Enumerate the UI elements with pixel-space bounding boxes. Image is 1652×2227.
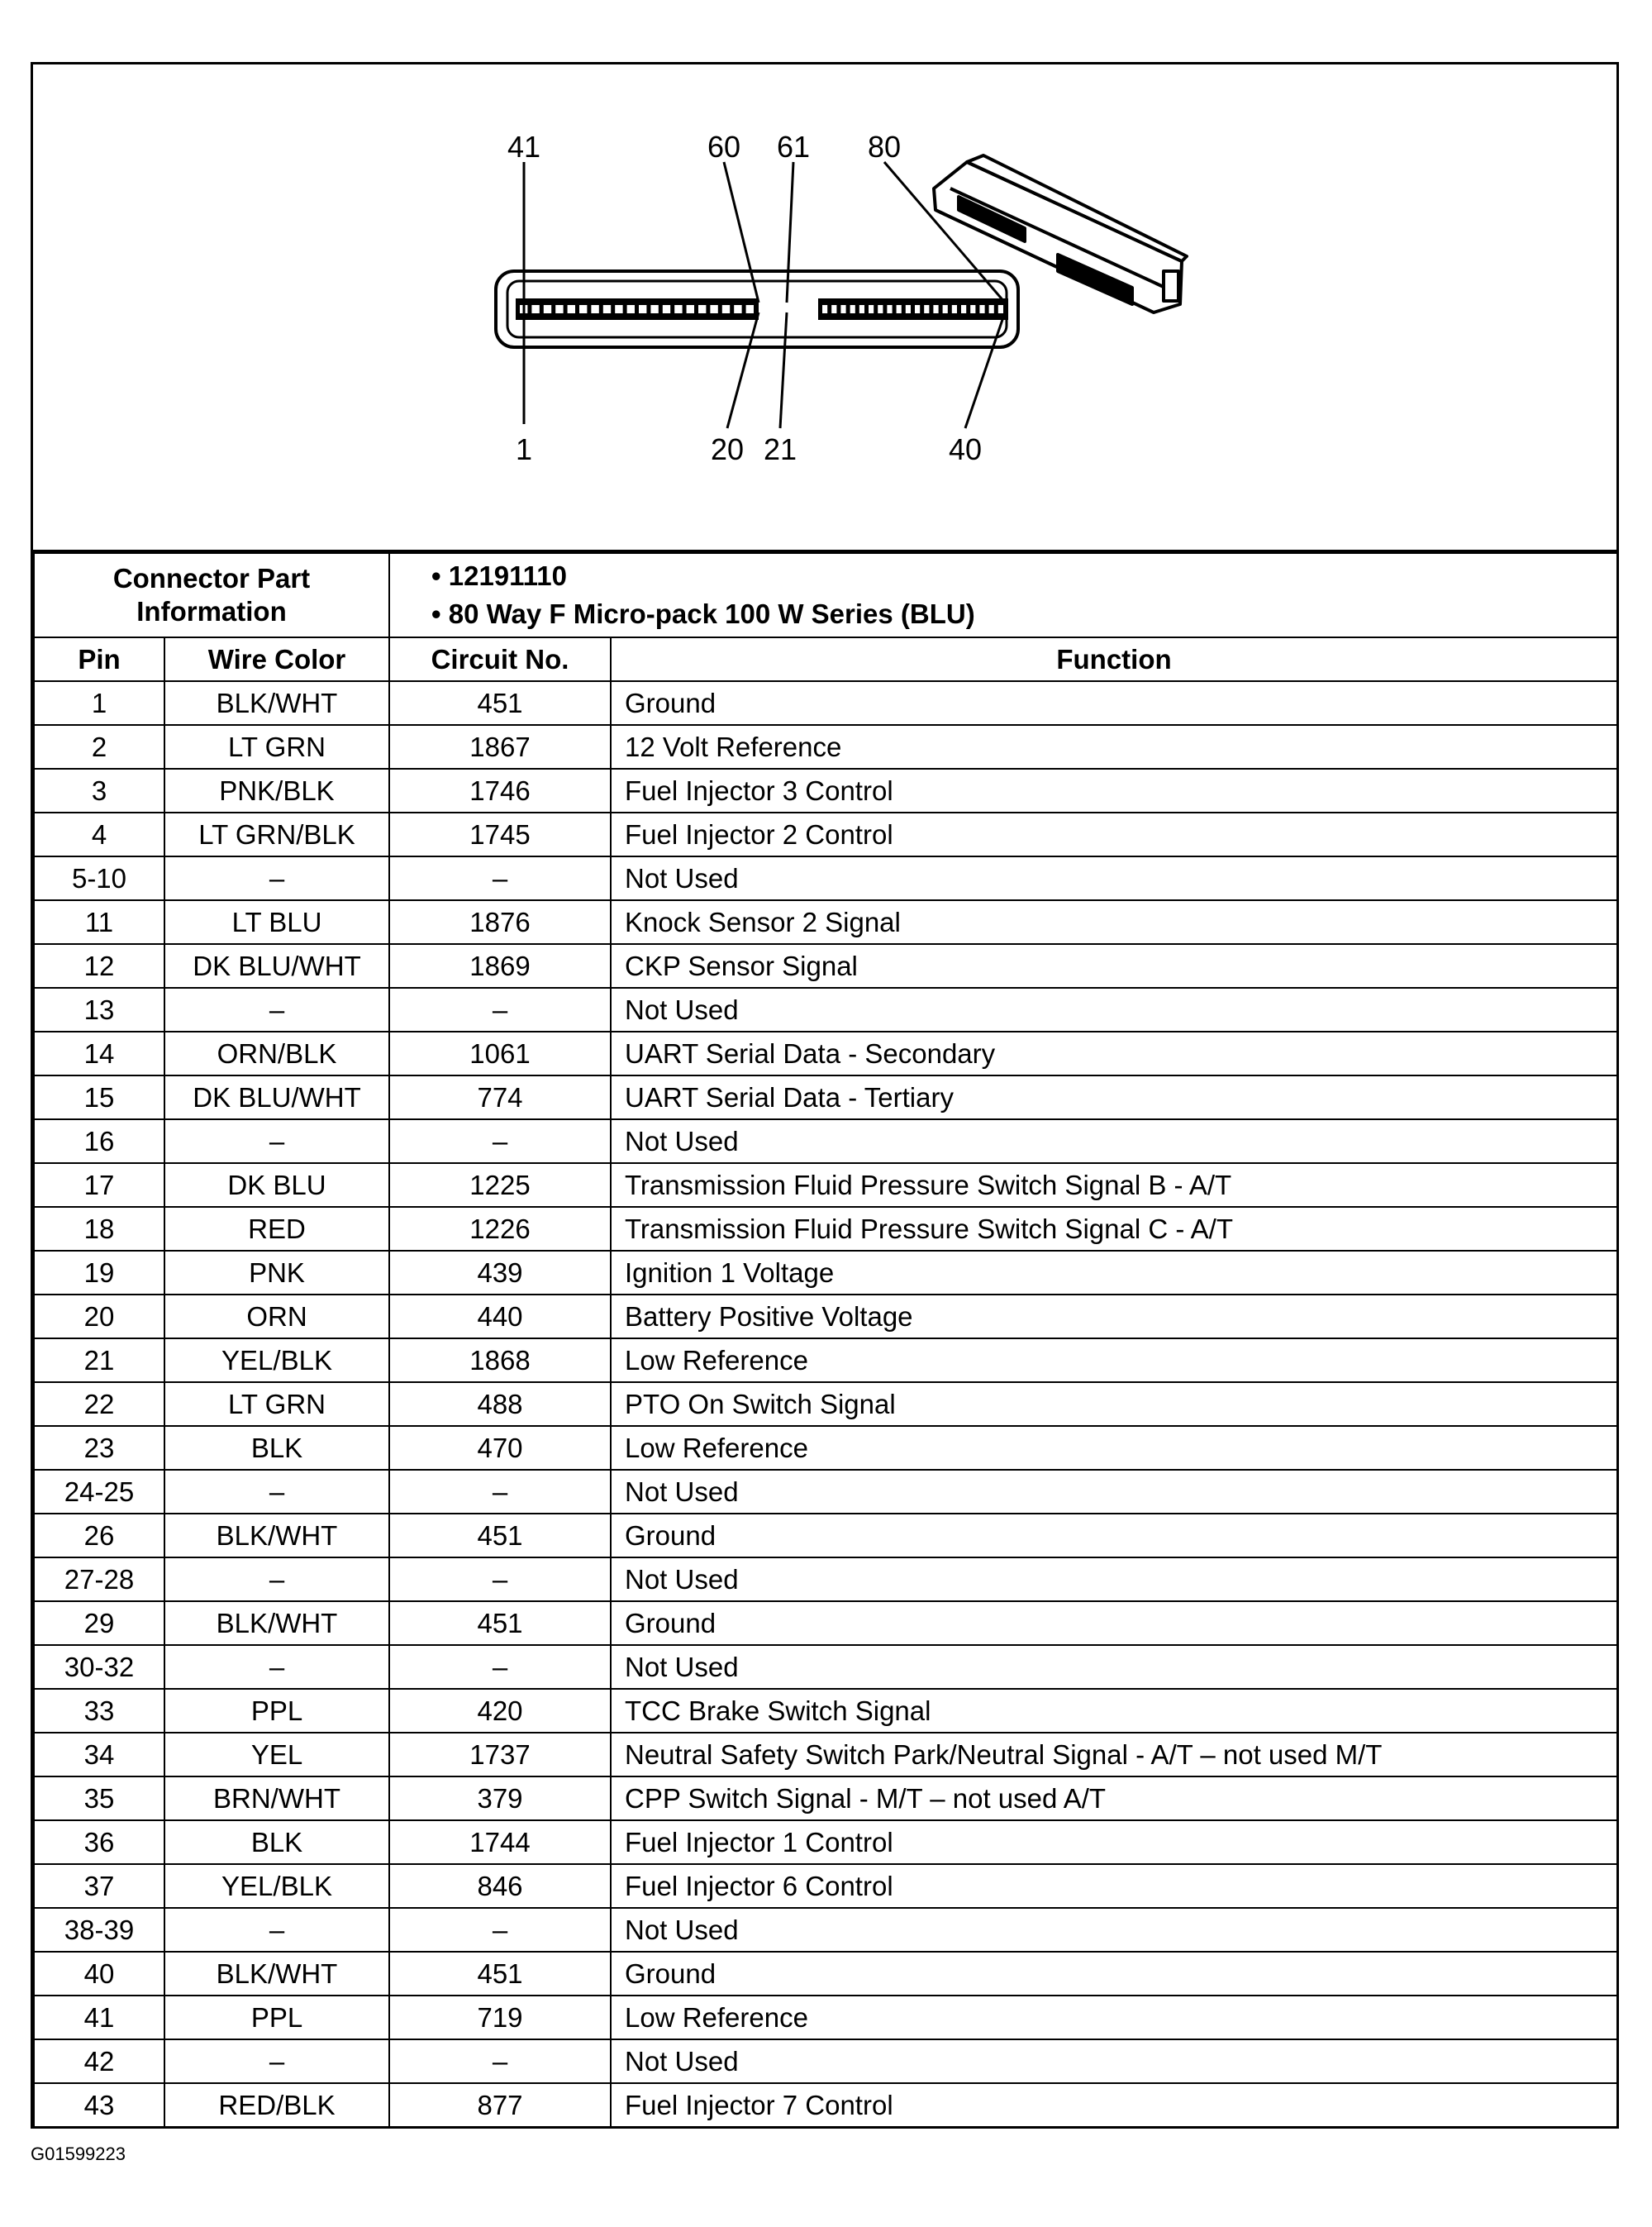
cell-wire-color: DK BLU [164,1163,389,1207]
cell-function: 12 Volt Reference [611,725,1617,769]
cell-pin: 12 [34,944,164,988]
cell-circuit: 451 [389,1952,611,1996]
cell-pin: 26 [34,1514,164,1557]
cell-wire-color: BLK [164,1426,389,1470]
cell-circuit: 719 [389,1996,611,2039]
cell-function: Ground [611,1952,1617,1996]
cell-wire-color: ORN/BLK [164,1032,389,1075]
label-60: 60 [707,130,741,164]
cell-wire-color: PNK/BLK [164,769,389,813]
cell-wire-color: BLK/WHT [164,1952,389,1996]
table-row [34,1514,1617,1557]
cell-circuit: – [389,856,611,900]
table-row [34,1733,1617,1776]
table-row [34,1820,1617,1864]
pin-cavity [733,304,742,314]
cell-wire-color: PPL [164,1996,389,2039]
figure-id: G01599223 [31,2144,126,2164]
pin-cavity [709,304,718,314]
header-circuit: Circuit No. [389,637,611,681]
pin-cavity [840,304,846,314]
pin-cavity [831,304,837,314]
cell-circuit: – [389,1645,611,1689]
cell-pin: 19 [34,1251,164,1295]
cell-pin: 27-28 [34,1557,164,1601]
pin-cavity [543,304,552,314]
table-body [34,681,1617,2127]
cell-pin: 33 [34,1689,164,1733]
cell-circuit: 488 [389,1382,611,1426]
cell-pin: 11 [34,900,164,944]
cell-wire-color: BLK [164,1820,389,1864]
cell-wire-color: – [164,2039,389,2083]
cell-wire-color: BRN/WHT [164,1776,389,1820]
pin-cavity [951,304,958,314]
cell-pin: 5-10 [34,856,164,900]
header-function: Function [611,637,1617,681]
pin-cavity [978,304,985,314]
cell-function: Ground [611,681,1617,725]
cell-circuit: – [389,1119,611,1163]
connector-diagram [33,64,1616,552]
cell-circuit: 440 [389,1295,611,1338]
cell-function: Ground [611,1514,1617,1557]
pin-cavity [721,304,731,314]
cell-function: UART Serial Data - Tertiary [611,1075,1617,1119]
label-21: 21 [763,432,797,466]
table-row [34,1776,1617,1820]
cell-function: TCC Brake Switch Signal [611,1689,1617,1733]
pin-cavity [988,304,995,314]
header-wire-color: Wire Color [164,637,389,681]
pin-cavity [626,304,636,314]
pin-cavity [896,304,902,314]
cell-circuit: 1225 [389,1163,611,1207]
cell-wire-color: ORN [164,1295,389,1338]
cell-pin: 42 [34,2039,164,2083]
cell-wire-color: – [164,1557,389,1601]
pin-cavity [877,304,883,314]
cell-pin: 15 [34,1075,164,1119]
part-number: • 12191110 [431,557,1616,595]
cell-pin: 35 [34,1776,164,1820]
pin-cavity [650,304,659,314]
connector-drawing [33,64,1616,552]
cell-pin: 3 [34,769,164,813]
cell-wire-color: RED/BLK [164,2083,389,2127]
cell-function: Transmission Fluid Pressure Switch Signal B - A/T [611,1163,1617,1207]
cell-circuit: – [389,988,611,1032]
cell-circuit: 451 [389,1514,611,1557]
pin-cavity [932,304,939,314]
cell-function: Fuel Injector 7 Control [611,2083,1617,2127]
pin-cavity [960,304,967,314]
cell-circuit: 451 [389,1601,611,1645]
cell-pin: 20 [34,1295,164,1338]
table-row [34,1426,1617,1470]
pinout-table [33,552,1618,2128]
cell-circuit: 1226 [389,1207,611,1251]
cell-function: Ignition 1 Voltage [611,1251,1617,1295]
cell-circuit: 774 [389,1075,611,1119]
pin-cavity [859,304,865,314]
label-20: 20 [710,432,745,466]
cell-pin: 43 [34,2083,164,2127]
cell-function: Fuel Injector 2 Control [611,813,1617,856]
cell-wire-color: RED [164,1207,389,1251]
table-row [34,1996,1617,2039]
cell-pin: 2 [34,725,164,769]
pin-cavity [821,304,828,314]
cell-circuit: 1745 [389,813,611,856]
cell-circuit: 1876 [389,900,611,944]
label-61: 61 [776,130,811,164]
pin-cavity [697,304,707,314]
pin-cavity [850,304,856,314]
cell-pin: 21 [34,1338,164,1382]
pin-cavity [969,304,976,314]
cell-wire-color: – [164,856,389,900]
cell-function: Not Used [611,988,1617,1032]
cell-function: Not Used [611,1645,1617,1689]
connector-info-label-line1: Connector Part [112,563,311,594]
cell-circuit: 420 [389,1689,611,1733]
pin-cavity [590,304,599,314]
cell-wire-color: DK BLU/WHT [164,944,389,988]
cell-circuit: – [389,2039,611,2083]
cell-circuit: 1061 [389,1032,611,1075]
cell-circuit: 846 [389,1864,611,1908]
cell-wire-color: – [164,1908,389,1952]
pin-cavity [997,304,1004,314]
connector-description: • 80 Way F Micro-pack 100 W Series (BLU) [431,595,1616,633]
cell-pin: 22 [34,1382,164,1426]
table-row [34,1908,1617,1952]
cell-function: Not Used [611,2039,1617,2083]
pin-cavity [886,304,893,314]
cell-pin: 37 [34,1864,164,1908]
cell-pin: 34 [34,1733,164,1776]
cell-pin: 13 [34,988,164,1032]
cell-function: Fuel Injector 6 Control [611,1864,1617,1908]
cell-circuit: 439 [389,1251,611,1295]
pin-cavity [531,304,540,314]
connector-info-label [34,553,389,637]
cell-wire-color: LT GRN/BLK [164,813,389,856]
cell-wire-color: DK BLU/WHT [164,1075,389,1119]
cell-wire-color: YEL/BLK [164,1864,389,1908]
label-40: 40 [948,432,983,466]
cell-wire-color: YEL/BLK [164,1338,389,1382]
pin-cavity [662,304,671,314]
cell-pin: 1 [34,681,164,725]
cell-function: Fuel Injector 1 Control [611,1820,1617,1864]
label-80: 80 [867,130,902,164]
cell-function: CPP Switch Signal - M/T – not used A/T [611,1776,1617,1820]
cell-function: Not Used [611,1470,1617,1514]
pin-cavity [745,304,755,314]
header-pin: Pin [34,637,164,681]
table-row [34,725,1617,769]
cell-pin: 38-39 [34,1908,164,1952]
cell-circuit: 1867 [389,725,611,769]
cell-wire-color: – [164,1470,389,1514]
table-row [34,1645,1617,1689]
cell-function: Low Reference [611,1338,1617,1382]
connector-info-values [389,553,1617,637]
table-row [34,1032,1617,1075]
cell-wire-color: BLK/WHT [164,1601,389,1645]
cell-function: Low Reference [611,1996,1617,2039]
cell-function: Knock Sensor 2 Signal [611,900,1617,944]
pin-cavity [686,304,695,314]
table-row [34,1075,1617,1119]
table-row [34,1601,1617,1645]
table-row [34,1119,1617,1163]
cell-circuit: 877 [389,2083,611,2127]
cell-function: Ground [611,1601,1617,1645]
cell-circuit: 470 [389,1426,611,1470]
cell-function: Low Reference [611,1426,1617,1470]
cell-wire-color: PNK [164,1251,389,1295]
table-row [34,1251,1617,1295]
table-row [34,1952,1617,1996]
pin-cavity [923,304,930,314]
table-row [34,1382,1617,1426]
cell-circuit: – [389,1470,611,1514]
cell-wire-color: BLK/WHT [164,681,389,725]
document-frame [31,62,1619,2129]
cell-pin: 36 [34,1820,164,1864]
table-row [34,1338,1617,1382]
table-row [34,1295,1617,1338]
pin-cavity [868,304,874,314]
cell-wire-color: PPL [164,1689,389,1733]
cell-wire-color: – [164,988,389,1032]
pin-cavity [942,304,949,314]
table-row [34,944,1617,988]
cell-wire-color: – [164,1645,389,1689]
cell-function: Not Used [611,1119,1617,1163]
cell-wire-color: BLK/WHT [164,1514,389,1557]
cell-pin: 4 [34,813,164,856]
cell-pin: 18 [34,1207,164,1251]
cell-function: Fuel Injector 3 Control [611,769,1617,813]
cell-circuit: 1737 [389,1733,611,1776]
cell-circuit: 1869 [389,944,611,988]
connector-info-row [34,553,1617,637]
table-row [34,681,1617,725]
cell-wire-color: LT BLU [164,900,389,944]
cell-pin: 29 [34,1601,164,1645]
cell-wire-color: YEL [164,1733,389,1776]
pin-cavity [614,304,623,314]
pin-cavity [638,304,647,314]
label-41: 41 [507,130,541,164]
cell-function: Not Used [611,1908,1617,1952]
pin-cavity [578,304,588,314]
cell-pin: 40 [34,1952,164,1996]
table-row [34,856,1617,900]
pin-cavity [602,304,612,314]
table-row [34,1864,1617,1908]
table-row [34,1689,1617,1733]
pin-cavity [567,304,576,314]
cell-function: Battery Positive Voltage [611,1295,1617,1338]
cell-circuit: – [389,1908,611,1952]
cell-function: UART Serial Data - Secondary [611,1032,1617,1075]
cell-pin: 23 [34,1426,164,1470]
label-1: 1 [515,432,533,466]
pinout-table-container [33,552,1616,2128]
table-row [34,769,1617,813]
cell-circuit: 1746 [389,769,611,813]
table-row [34,1207,1617,1251]
pin-cavity [914,304,921,314]
cell-function: Transmission Fluid Pressure Switch Signal C - A/T [611,1207,1617,1251]
connector-info-label-line2: Information [136,596,287,627]
cell-pin: 16 [34,1119,164,1163]
cell-circuit: 379 [389,1776,611,1820]
cell-function: Neutral Safety Switch Park/Neutral Signal - A/T – not used M/T [611,1733,1617,1776]
cell-wire-color: – [164,1119,389,1163]
pin-cavity [555,304,564,314]
table-row [34,988,1617,1032]
cell-wire-color: LT GRN [164,1382,389,1426]
cell-function: Not Used [611,856,1617,900]
cell-pin: 41 [34,1996,164,2039]
table-row [34,2083,1617,2127]
pin-cavity [905,304,912,314]
cell-wire-color: LT GRN [164,725,389,769]
table-row [34,1163,1617,1207]
cell-pin: 30-32 [34,1645,164,1689]
cell-function: CKP Sensor Signal [611,944,1617,988]
pin-cavity [674,304,683,314]
table-row [34,1470,1617,1514]
cell-pin: 14 [34,1032,164,1075]
table-row [34,2039,1617,2083]
cell-function: PTO On Switch Signal [611,1382,1617,1426]
cell-circuit: 1744 [389,1820,611,1864]
cell-pin: 24-25 [34,1470,164,1514]
cell-circuit: 1868 [389,1338,611,1382]
cell-pin: 17 [34,1163,164,1207]
cell-circuit: 451 [389,681,611,725]
header-row [34,637,1617,681]
table-row [34,1557,1617,1601]
table-row [34,813,1617,856]
cell-circuit: – [389,1557,611,1601]
cell-function: Not Used [611,1557,1617,1601]
table-row [34,900,1617,944]
